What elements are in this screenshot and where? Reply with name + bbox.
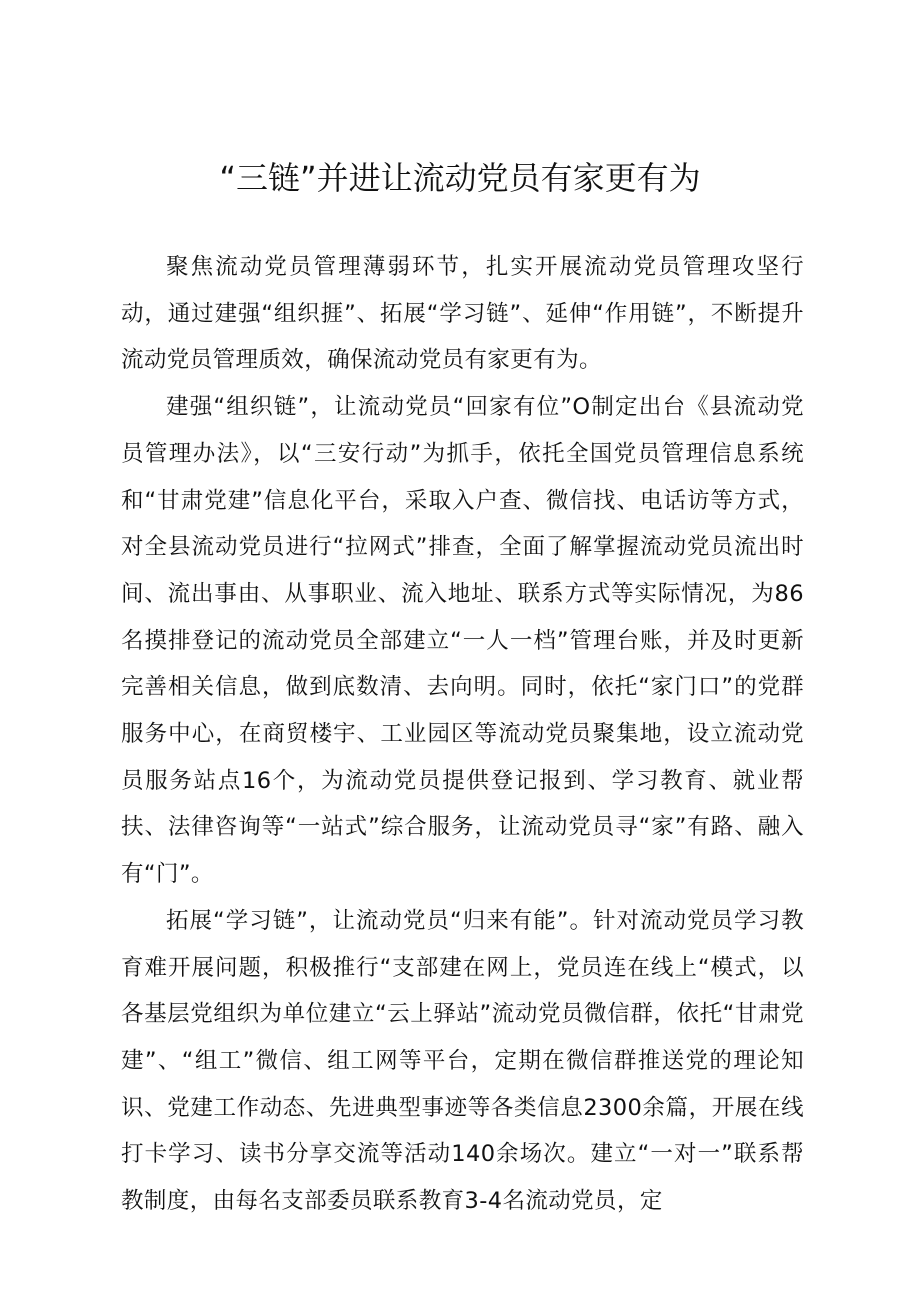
document-body <box>121 244 804 1225</box>
paragraph-intro: 聚焦流动党员管理薄弱环节，扎实开展流动党员管理攻坚行动，通过建强“组织捱”、拓展“学习链”、延伸“作用链”，不断提升流动党员管理质效，确保流动党员有家更有为。 <box>121 254 804 374</box>
paragraph-learning-chain: 拓展“学习链”，让流动党员“归来有能”。针对流动党员学习教育难开展问题，积极推行“支部建在网上，党员连在线上“模式，以各基层党组织为单位建立“云上驿站”流动党员微信群，依托“甘肃党建”、“组工”微信、组工网等平台，定期在微信群推送党的理论知识、党建工作动态、先进典型事迹等各类信息2300余篇，开展在线打卡学习、读书分享交流等活动140余场次。建立“一对一”联系帮教制度，由每名支部委员联系教育3-4名流动党员，定 <box>121 907 804 1215</box>
document-title: “三链”并进让流动党员有家更有为 <box>219 159 701 197</box>
paragraph-organization-chain: 建强“组织链”，让流动党员“回家有位”O制定出台《县流动党员管理办法》，以“三安行动”为抓手，依托全国党员管理信息系统和“甘肃党建”信息化平台，采取入户查、微信找、电话访等方式，对全县流动党员进行“拉网式”排查，全面了解掌握流动党员流出时间、流出事由、从事职业、流入地址、联系方式等实际情况，为86名摸排登记的流动党员全部建立“一人一档”管理台账，并及时更新完善相关信息，做到底数清、去向明。同时，依托“家门口”的党群服务中心，在商贸楼宇、工业园区等流动党员聚集地，设立流动党员服务站点16个，为流动党员提供登记报到、学习教育、就业帮扶、法律咨询等“一站式”综合服务，让流动党员寻“家”有路、融入有“门”。 <box>121 394 804 888</box>
